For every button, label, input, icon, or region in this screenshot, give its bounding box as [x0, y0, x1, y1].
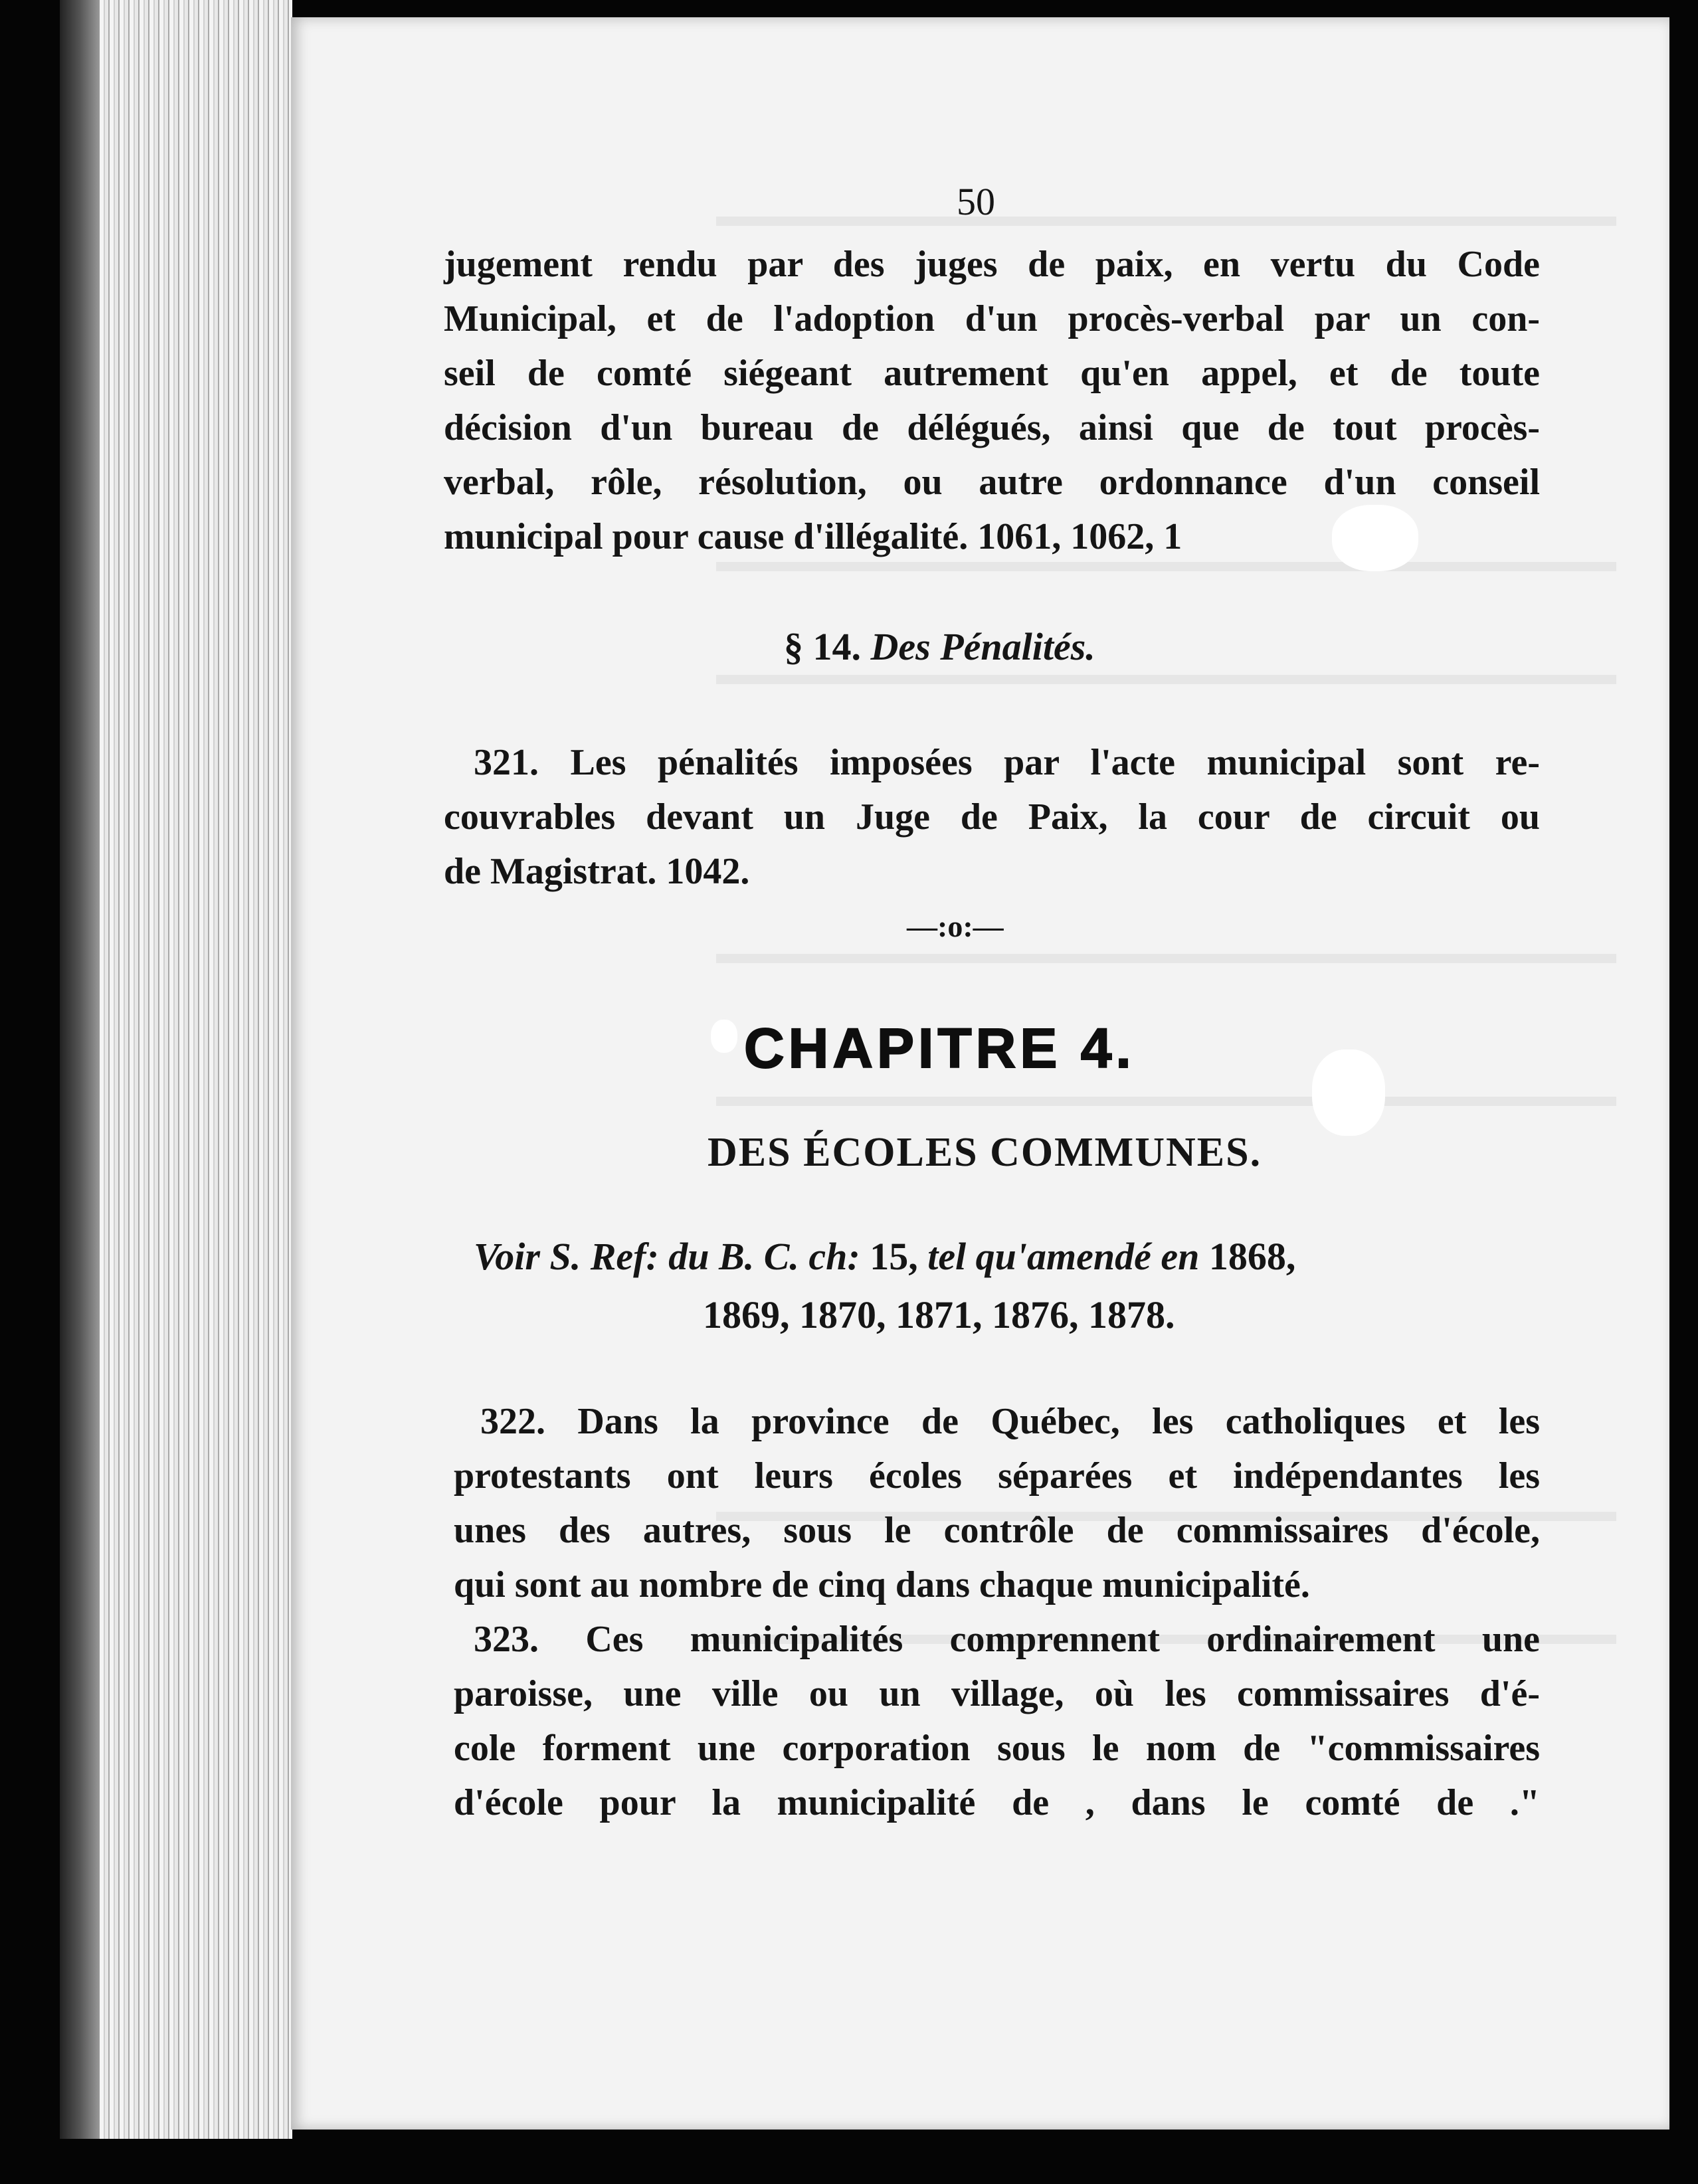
paragraph-321-line: couvrables devant un Juge de Paix, la cour de circuit ou: [444, 796, 1540, 838]
chapter-title: CHAPITRE 4.: [744, 1017, 1135, 1079]
chapter-reference-line-2: 1869, 1870, 1871, 1876, 1878.: [703, 1293, 1175, 1336]
paragraph-323-line: 323. Ces municipalités comprennent ordinairement une: [474, 1619, 1540, 1660]
paragraph-320-line: décision d'un bureau de délégués, ainsi que de tout procès-: [444, 407, 1540, 448]
separator-ornament: —:o:—: [907, 909, 1004, 943]
paper-damage-spot: [711, 1020, 737, 1053]
paragraph-323-line: d'école pour la municipalité de , dans le comté de .": [454, 1782, 1540, 1823]
paragraph-322-line: unes des autres, sous le contrôle de commissaires d'école,: [454, 1510, 1540, 1551]
book-page-edges: [100, 0, 292, 2139]
paragraph-320-line: verbal, rôle, résolution, ou autre ordonnance d'un conseil: [444, 462, 1540, 503]
section-heading: [784, 624, 1095, 669]
reference-chapter: 15,: [870, 1235, 918, 1278]
bleed-through-line: [716, 675, 1616, 684]
paragraph-322-line: qui sont au nombre de cinq dans chaque municipalité.: [454, 1564, 1310, 1605]
paragraph-320-line: jugement rendu par des juges de paix, en vertu du Code: [444, 244, 1540, 285]
paragraph-320-line: Municipal, et de l'adoption d'un procès-verbal par un con-: [444, 298, 1540, 339]
reference-prefix: Voir S. Ref: du B. C. ch:: [474, 1235, 860, 1278]
paper-damage-spot: [1312, 1049, 1385, 1136]
reference-year: 1868,: [1208, 1235, 1296, 1278]
reference-mid: tel qu'amendé en: [927, 1235, 1200, 1278]
bleed-through-line: [716, 1097, 1616, 1106]
bleed-through-line: [716, 562, 1616, 571]
section-title: Des Pénalités.: [870, 625, 1095, 668]
bleed-through-line: [716, 954, 1616, 963]
paragraph-323-line: paroisse, une ville ou un village, où les commissaires d'é-: [454, 1673, 1540, 1714]
chapter-reference-line-1: [474, 1234, 1295, 1279]
paragraph-321-line: 321. Les pénalités imposées par l'acte municipal sont re-: [474, 742, 1540, 783]
paragraph-321-line: de Magistrat. 1042.: [444, 851, 750, 892]
paragraph-320-line: municipal pour cause d'illégalité. 1061, 1062, 1: [444, 516, 1182, 557]
paragraph-320-line: seil de comté siégeant autrement qu'en appel, et de toute: [444, 353, 1540, 394]
paragraph-322-line: 322. Dans la province de Québec, les catholiques et les: [480, 1401, 1540, 1442]
paper-damage-spot: [1332, 505, 1418, 571]
page-number: 50: [957, 180, 995, 223]
paragraph-322-line: protestants ont leurs écoles séparées et indépendantes les: [454, 1455, 1540, 1497]
paragraph-323-line: cole forment une corporation sous le nom de "commissaires: [454, 1728, 1540, 1769]
bleed-through-line: [716, 217, 1616, 226]
section-symbol: § 14.: [784, 625, 861, 668]
chapter-subtitle: DES ÉCOLES COMMUNES.: [708, 1130, 1262, 1175]
